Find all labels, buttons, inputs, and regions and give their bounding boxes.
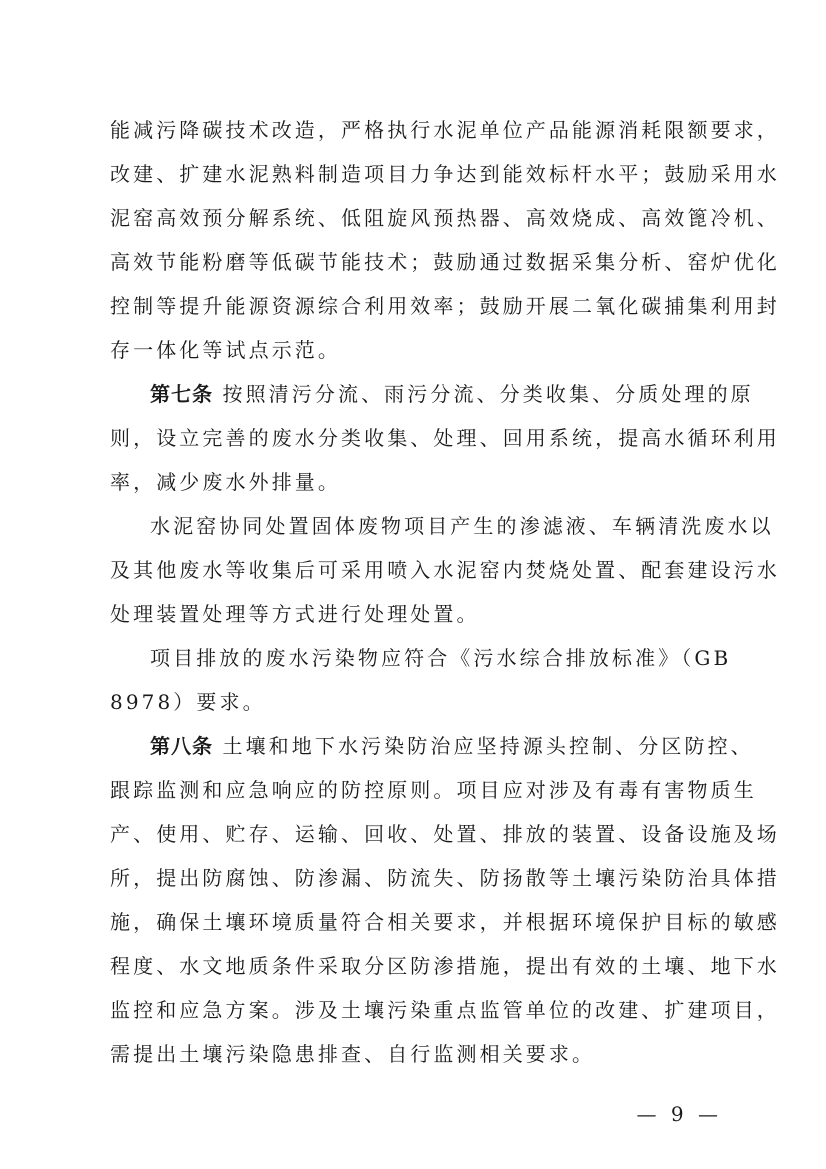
paragraph-line: 产、使用、贮存、运输、回收、处置、排放的装置、设备设施及场 — [110, 822, 780, 846]
paragraph-line: 率，减少废水外排量。 — [110, 470, 341, 494]
paragraph-line: 监控和应急方案。涉及土壤污染重点监管单位的改建、扩建项目， — [110, 998, 780, 1022]
paragraph-line: 存一体化等试点示范。 — [110, 338, 341, 362]
paragraph-line-text: 按照清污分流、雨污分流、分类收集、分质处理的原 — [222, 382, 754, 406]
paragraph-line: 泥窑高效预分解系统、低阻旋风预热器、高效烧成、高效篦冷机、 — [110, 206, 780, 230]
paragraph-line: 跟踪监测和应急响应的防控原则。项目应对涉及有毒有害物质生 — [110, 778, 757, 802]
paragraph-line: 施，确保土壤环境质量符合相关要求，并根据环境保护目标的敏感 — [110, 910, 780, 934]
paragraph-line: 高效节能粉磨等低碳节能技术；鼓励通过数据采集分析、窑炉优化 — [110, 250, 780, 274]
paragraph-line: 项目排放的废水污染物应符合《污水综合排放标准》（GB — [150, 646, 732, 670]
article-first-line — [150, 732, 754, 760]
paragraph-line: 水泥窑协同处置固体废物项目产生的渗滤液、车辆清洗废水以 — [150, 514, 774, 538]
paragraph-line: 控制等提升能源资源综合利用效率；鼓励开展二氧化碳捕集利用封 — [110, 294, 780, 318]
paragraph-line: 改建、扩建水泥熟料制造项目力争达到能效标杆水平；鼓励采用水 — [110, 162, 780, 186]
article-heading-8: 第八条 — [150, 734, 213, 758]
paragraph-line: 所，提出防腐蚀、防渗漏、防流失、防扬散等土壤污染防治具体措 — [110, 866, 780, 890]
paragraph-line-text: 土壤和地下水污染防治应坚持源头控制、分区防控、 — [222, 734, 754, 758]
paragraph-line: 程度、水文地质条件采取分区防渗措施，提出有效的土壤、地下水 — [110, 954, 780, 978]
paragraph-line: 则，设立完善的废水分类收集、处理、回用系统，提高水循环利用 — [110, 426, 780, 450]
paragraph-line: 8978）要求。 — [110, 690, 266, 714]
paragraph-line: 及其他废水等收集后可采用喷入水泥窑内焚烧处置、配套建设污水 — [110, 558, 780, 582]
paragraph-line: 能减污降碳技术改造，严格执行水泥单位产品能源消耗限额要求， — [110, 118, 780, 142]
article-heading-7: 第七条 — [150, 382, 213, 406]
page-number: — 9 — — [636, 1102, 722, 1126]
paragraph-line: 处理装置处理等方式进行处理处置。 — [110, 602, 480, 626]
paragraph-line: 需提出土壤污染隐患排查、自行监测相关要求。 — [110, 1042, 596, 1066]
article-first-line — [150, 380, 754, 408]
